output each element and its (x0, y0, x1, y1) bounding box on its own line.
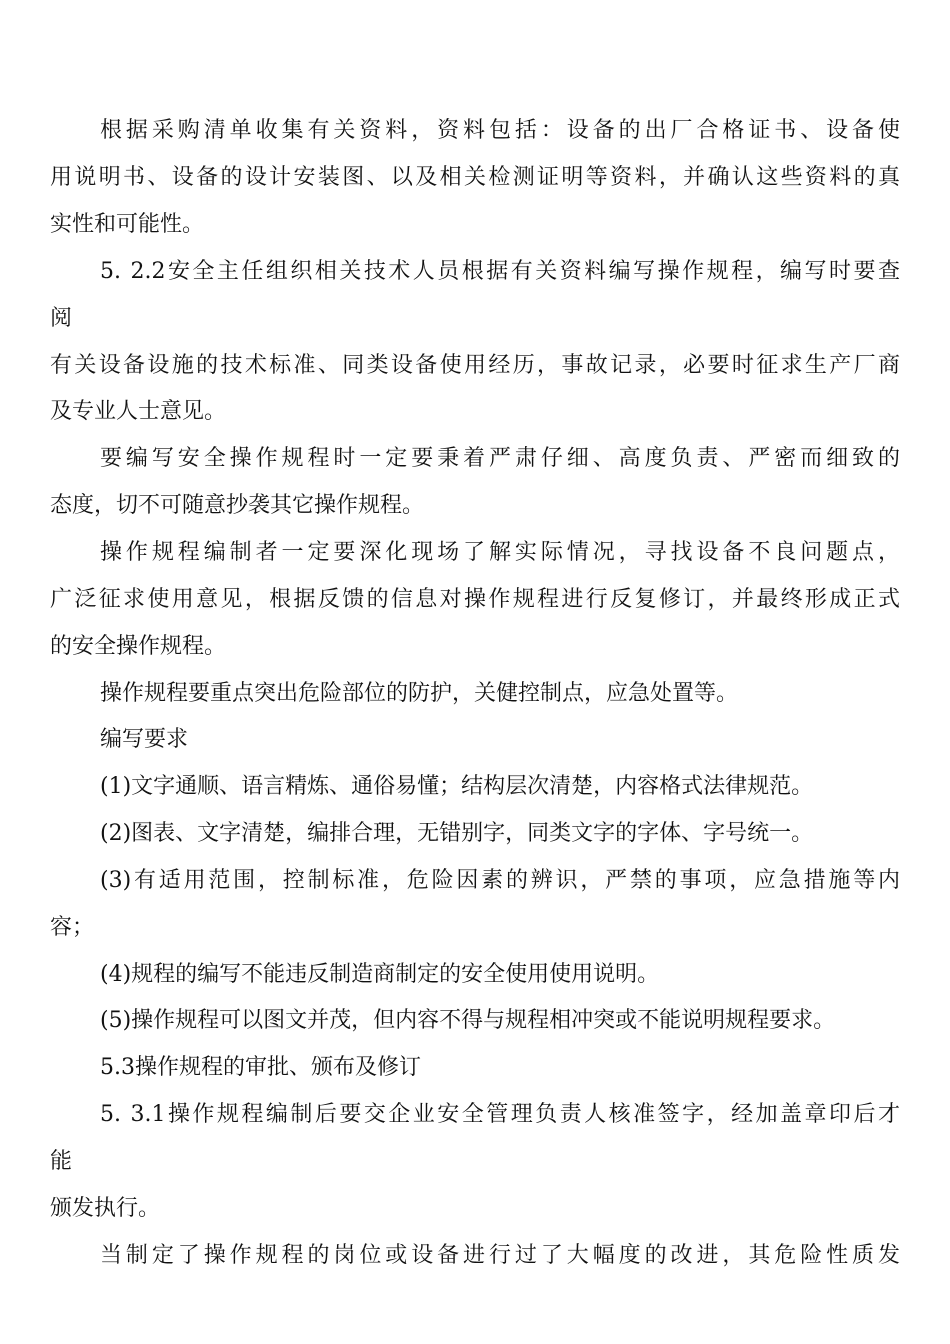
paragraph-line-8: 要编写安全操作规程时一定要秉着严肃仔细、高度负责、严密而细致的 (100, 446, 900, 471)
requirement-item-5: (5)操作规程可以图文并茂，但内容不得与规程相冲突或不能说明规程要求。 (100, 1008, 836, 1033)
section-5-2-2-line-1: 5. 2.2安全主任组织相关技术人员根据有关资料编写操作规程，编写时要查 (100, 259, 900, 284)
requirement-item-2: (2)图表、文字清楚，编排合理，无错别字，同类文字的字体、字号统一。 (100, 821, 814, 846)
section-5-3-1-line-3: 颁发执行。 (50, 1196, 161, 1221)
requirement-item-4: (4)规程的编写不能违反制造商制定的安全使用使用说明。 (100, 962, 660, 987)
requirement-item-1: (1)文字通顺、语言精炼、通俗易懂；结构层次清楚，内容格式法律规范。 (100, 774, 814, 799)
requirement-item-3-line-1: (3)有适用范围，控制标准，危险因素的辨识，严禁的事项，应急措施等内 (100, 868, 900, 893)
paragraph-line-12: 的安全操作规程。 (50, 634, 227, 659)
paragraph-line-last: 当制定了操作规程的岗位或设备进行过了大幅度的改进，其危险性质发 (100, 1243, 900, 1268)
section-heading-5-3: 5.3操作规程的审批、颁布及修订 (100, 1055, 421, 1080)
paragraph-line-1: 根据采购清单收集有关资料，资料包括：设备的出厂合格证书、设备使 (100, 118, 900, 143)
paragraph-line-11: 广泛征求使用意见，根据反馈的信息对操作规程进行反复修订，并最终形成正式 (50, 587, 900, 612)
paragraph-line-3: 实性和可能性。 (50, 212, 205, 237)
paragraph-line-6: 有关设备设施的技术标准、同类设备使用经历，事故记录，必要时征求生产厂商 (50, 353, 900, 378)
section-5-3-1-line-2: 能 (50, 1149, 73, 1174)
requirement-item-3-line-2: 容； (50, 915, 95, 940)
paragraph-line-7: 及专业人士意见。 (50, 399, 227, 424)
section-5-2-2-line-2: 阅 (50, 306, 73, 331)
subheading-writing-requirements: 编写要求 (100, 727, 189, 752)
paragraph-line-13: 操作规程要重点突出危险部位的防护，关健控制点，应急处置等。 (100, 681, 739, 706)
section-5-3-1-line-1: 5. 3.1操作规程编制后要交企业安全管理负责人核准签字，经加盖章印后才 (100, 1102, 900, 1127)
paragraph-line-9: 态度，切不可随意抄袭其它操作规程。 (50, 493, 425, 518)
paragraph-line-2: 用说明书、设备的设计安装图、以及相关检测证明等资料，并确认这些资料的真 (50, 165, 900, 190)
paragraph-line-10: 操作规程编制者一定要深化现场了解实际情况，寻找设备不良问题点， (100, 540, 900, 565)
